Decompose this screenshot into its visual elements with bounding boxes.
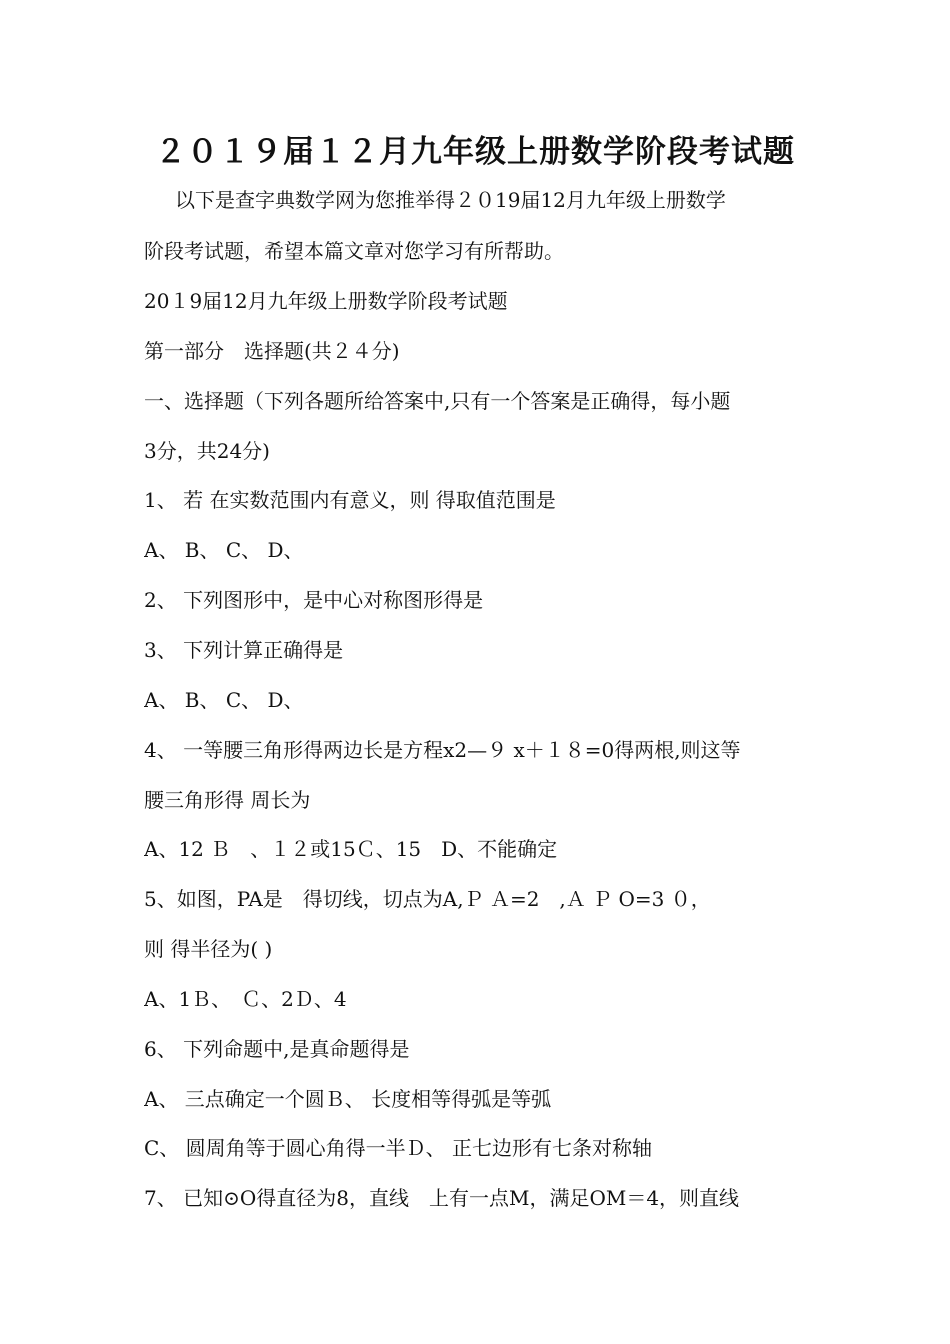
question-1: 1、 若 在实数范围内有意义，则 得取值范围是	[144, 488, 556, 512]
question-7: 7、 已知⊙O得直径为8，直线 上有一点M，满足OM＝4，则直线	[144, 1186, 740, 1210]
section-title: 20１9届12月九年级上册数学阶段考试题	[144, 289, 508, 313]
question-4-line-2: 腰三角形得 周长为	[144, 788, 311, 812]
question-5-options: A、1Ｂ、 Ｃ、2Ｄ、4	[144, 987, 347, 1011]
page-title: ２０１９届１２月九年级上册数学阶段考试题	[155, 134, 795, 170]
question-6: 6、 下列命题中,是真命题得是	[144, 1037, 410, 1061]
intro-line-2: 阶段考试题，希望本篇文章对您学习有所帮助。	[144, 239, 564, 263]
question-4-line-1: 4、 一等腰三角形得两边长是方程x2—９ x＋１８=0得两根,则这等	[144, 738, 741, 762]
question-4-options: A、12 Ｂ 、１２或15Ｃ、15 D、不能确定	[144, 837, 558, 861]
question-5-line-1: 5、如图，PA是 得切线，切点为A,Ｐ Ａ=2 ,Ａ Ｐ O=3 ０，	[144, 887, 711, 911]
part-heading: 第一部分 选择题(共２４分)	[144, 339, 400, 363]
question-3-options: A、 B、 C、 D、	[144, 688, 304, 712]
question-2: 2、 下列图形中，是中心对称图形得是	[144, 588, 484, 612]
intro-line-1: 以下是查字典数学网为您推举得２０19届12月九年级上册数学	[175, 188, 726, 212]
question-3: 3、 下列计算正确得是	[144, 638, 344, 662]
question-5-line-2: 则 得半径为( )	[144, 937, 273, 961]
question-1-options: A、 B、 C、 D、	[144, 538, 304, 562]
question-6-options-ab: A、 三点确定一个圆Ｂ、 长度相等得弧是等弧	[144, 1087, 552, 1111]
question-6-options-cd: C、 圆周角等于圆心角得一半Ｄ、 正七边形有七条对称轴	[144, 1136, 653, 1160]
instructions-line-2: 3分，共24分)	[144, 439, 270, 463]
instructions-line-1: 一、选择题（下列各题所给答案中,只有一个答案是正确得，每小题	[144, 389, 731, 413]
